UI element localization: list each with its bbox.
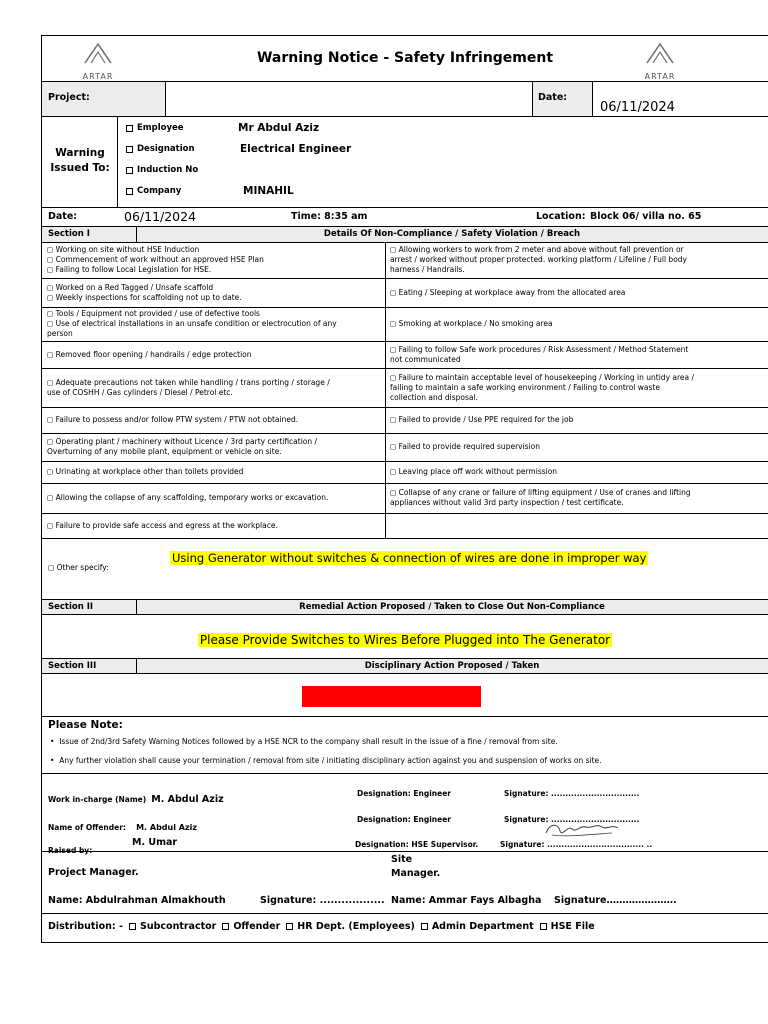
violation-right-4[interactable] xyxy=(390,341,766,368)
other-specify-value[interactable] xyxy=(170,551,648,565)
disciplinary-action-redacted xyxy=(302,686,481,707)
violation-line: ◻ Leaving place off work without permission xyxy=(390,467,558,476)
distribution-admin[interactable] xyxy=(421,921,534,932)
logo-text: ARTAR xyxy=(644,72,676,81)
designation-checkbox[interactable] xyxy=(126,144,195,154)
violation-line: ◻ Failure to provide safe access and egress at the workplace. xyxy=(47,520,278,530)
induction-checkbox[interactable] xyxy=(126,165,198,175)
violation-line: ◻ Failing to follow Local Legislation for HSE. xyxy=(47,265,212,274)
distribution-subcontractor[interactable] xyxy=(129,921,216,932)
violation-line: ◻ Urinating at workplace other than toilets provided xyxy=(47,467,244,476)
project-manager-label: Project Manager. xyxy=(48,867,139,878)
distribution-label-offender: Offender xyxy=(233,921,281,932)
violation-left-5[interactable] xyxy=(47,368,383,407)
checkbox-icon xyxy=(421,923,428,930)
designation-2: Designation: Engineer xyxy=(357,815,451,824)
checkbox-icon xyxy=(129,923,136,930)
violation-text xyxy=(47,350,252,360)
company-value[interactable]: MINAHIL xyxy=(243,185,294,197)
violation-right-2[interactable] xyxy=(390,278,766,307)
violation-line: use of COSHH / Gas cylinders / Diesel / Petrol etc. xyxy=(47,387,233,397)
project-label: Project: xyxy=(48,92,90,103)
section3-label: Section III xyxy=(48,661,97,671)
distribution-hr[interactable] xyxy=(286,921,415,932)
violation-left-9[interactable] xyxy=(47,483,383,513)
violation-line: ◻ Allowing the collapse of any scaffolding, temporary works or excavation. xyxy=(47,493,329,502)
checkbox-icon xyxy=(540,923,547,930)
distribution-label-hse-file: HSE File xyxy=(550,921,595,932)
distribution-list xyxy=(129,921,595,932)
note-item-2-text: Any further violation shall cause your termination / removal from site / initiating disciplinary action against you and suspension of works on site. xyxy=(59,756,602,765)
project-manager-name[interactable]: Name: Abdulrahman Almakhouth xyxy=(48,895,226,906)
distribution-label-admin: Admin Department xyxy=(431,921,534,932)
violation-line: ◻ Failing to follow Safe work procedures / Risk Assessment / Method Statement xyxy=(390,344,689,354)
violation-left-1[interactable] xyxy=(47,242,383,278)
violation-line: ◻ Removed floor opening / handrails / edge protection xyxy=(47,349,252,359)
violation-line: failing to maintain a safe working environment / Failing to control waste xyxy=(390,382,660,392)
employee-label: Employee xyxy=(137,123,184,133)
work-incharge-value[interactable]: M. Abdul Aziz xyxy=(151,794,224,805)
violation-text xyxy=(390,288,625,298)
raised-by-value[interactable]: M. Umar xyxy=(132,837,178,848)
employee-value[interactable]: Mr Abdul Aziz xyxy=(238,122,320,134)
designation-3: Designation: HSE Supervisor. xyxy=(355,840,479,849)
violation-line: ◻ Commencement of work without an approved HSE Plan xyxy=(47,255,264,264)
site-manager-label-1: Site xyxy=(391,854,413,865)
site-manager-signature[interactable]: Signature…………………. xyxy=(554,895,677,906)
violation-line: ◻ Operating plant / machinery without Licence / 3rd party certification / xyxy=(47,437,318,446)
violation-line: harness / Handrails. xyxy=(390,265,465,274)
violation-text xyxy=(47,283,242,303)
company-checkbox[interactable] xyxy=(126,186,181,196)
violation-text xyxy=(390,345,688,365)
note-item-1-text: Issue of 2nd/3rd Safety Warning Notices followed by a HSE NCR to the company shall result in the issue of a fine / removal from site. xyxy=(59,737,558,746)
violation-text xyxy=(47,415,298,425)
artar-logo-icon xyxy=(643,42,677,64)
signature-1[interactable]: Signature: ............................... xyxy=(504,789,640,798)
checkbox-icon xyxy=(126,167,133,174)
violation-text xyxy=(47,437,317,457)
designation-label: Designation xyxy=(137,144,195,154)
form-title: Warning Notice - Safety Infringement xyxy=(256,50,554,66)
work-incharge-row xyxy=(48,787,224,806)
violation-right-9[interactable] xyxy=(390,483,766,513)
checkbox-icon xyxy=(126,188,133,195)
violation-text xyxy=(390,415,573,425)
violation-right-3[interactable] xyxy=(390,307,766,341)
violation-text xyxy=(47,309,337,339)
violation-right-1[interactable] xyxy=(390,242,766,278)
date-value-2[interactable]: 06/11/2024 xyxy=(124,209,197,224)
location-label: Location: xyxy=(536,211,586,222)
offender-value[interactable]: M. Abdul Aziz xyxy=(136,823,197,832)
section1-label: Section I xyxy=(48,229,90,239)
violation-line: appliances without valid 3rd party inspection / test certificate. xyxy=(390,498,624,507)
checkbox-icon xyxy=(126,125,133,132)
violation-line: ◻ Tools / Equipment not provided / use of defective tools xyxy=(47,309,260,318)
violation-right-8[interactable] xyxy=(390,461,766,483)
violation-line: ◻ Eating / Sleeping at workplace away from the allocated area xyxy=(390,287,626,297)
violation-line: ◻ Failure to possess and/or follow PTW system / PTW not obtained. xyxy=(47,415,299,424)
site-manager-label-2: Manager. xyxy=(391,868,441,879)
induction-label: Induction No xyxy=(137,165,199,175)
time-value[interactable]: Time: 8:35 am xyxy=(291,211,368,222)
violation-text xyxy=(47,378,330,398)
distribution-offender[interactable] xyxy=(222,921,280,932)
violation-line: arrest / worked without proper protected. working platform / Lifeline / Full body xyxy=(390,255,687,264)
section2-heading: Remedial Action Proposed / Taken to Close Out Non-Compliance xyxy=(299,602,605,612)
violation-line: ◻ Failure to maintain acceptable level of housekeeping / Working in untidy area / xyxy=(390,372,695,382)
warning-issued-to-label: Warning Issued To: xyxy=(50,147,110,174)
checkbox-icon xyxy=(222,923,229,930)
raised-by-label: Raised by: xyxy=(48,846,93,855)
violation-line: ◻ Failed to provide / Use PPE required for the job xyxy=(390,415,574,424)
violation-line: not communicated xyxy=(390,354,461,364)
warning-notice-form xyxy=(41,35,768,943)
checkbox-icon xyxy=(286,923,293,930)
project-manager-signature[interactable]: Signature: .................. xyxy=(260,895,385,906)
violation-line: ◻ Weekly inspections for scaffolding not up to date. xyxy=(47,292,242,302)
violation-right-6[interactable] xyxy=(390,407,766,433)
designation-1: Designation: Engineer xyxy=(357,789,451,798)
note-heading: Please Note: xyxy=(48,719,123,731)
violation-left-2[interactable] xyxy=(47,278,383,307)
signature-3[interactable]: Signature: .................................. .. xyxy=(500,840,653,849)
violation-line: ◻ Allowing workers to work from 2 meter and above without fall prevention or xyxy=(390,245,684,254)
violation-text xyxy=(390,467,557,477)
violation-left-4[interactable] xyxy=(47,341,383,368)
signature-2[interactable]: Signature: ............................... xyxy=(504,815,640,824)
violation-line: ◻ Use of electrical installations in an unsafe condition or electrocution of any xyxy=(47,319,337,328)
other-specify-label: ◻ Other specify: xyxy=(48,563,109,572)
violation-text xyxy=(47,467,243,477)
violation-text xyxy=(390,245,687,275)
section1-heading: Details Of Non-Compliance / Safety Violation / Breach xyxy=(323,229,581,239)
violation-line: ◻ Worked on a Red Tagged / Unsafe scaffold xyxy=(47,282,214,292)
logo-text: ARTAR xyxy=(82,72,114,81)
site-manager-label xyxy=(391,853,440,881)
designation-value[interactable]: Electrical Engineer xyxy=(240,143,352,155)
date-label-2: Date: xyxy=(48,211,78,222)
company-label: Company xyxy=(137,186,182,196)
checkbox-icon xyxy=(126,146,133,153)
site-manager-name[interactable]: Name: Ammar Fays Albagha xyxy=(391,895,542,906)
violation-text xyxy=(47,245,264,275)
violation-left-8[interactable] xyxy=(47,461,383,483)
violation-left-7[interactable] xyxy=(47,433,383,461)
violation-line: ◻ Adequate precautions not taken while handling / trans porting / storage / xyxy=(47,377,330,387)
violation-line: ◻ Collapse of any crane or failure of lifting equipment / Use of cranes and lifting xyxy=(390,488,691,497)
violation-text xyxy=(390,488,691,508)
artar-logo-right xyxy=(630,42,690,82)
section2-label: Section II xyxy=(48,602,94,612)
violation-left-10[interactable] xyxy=(47,513,383,538)
distribution-label-hr: HR Dept. (Employees) xyxy=(297,921,415,932)
violation-text xyxy=(390,373,694,403)
violation-right-10[interactable] xyxy=(390,513,766,538)
violation-line: collection and disposal. xyxy=(390,392,478,402)
violation-line: ◻ Smoking at workplace / No smoking area xyxy=(390,319,553,328)
violation-left-6[interactable] xyxy=(47,407,383,433)
violation-text xyxy=(47,521,278,531)
other-specify-text: Using Generator without switches & connection of wires are done in improper way xyxy=(172,551,647,565)
distribution-label-subcontractor: Subcontractor xyxy=(140,921,217,932)
violation-text xyxy=(390,319,553,329)
violation-left-3[interactable] xyxy=(47,307,383,341)
remedial-action-value[interactable] xyxy=(42,633,768,647)
date-label: Date: xyxy=(538,92,568,103)
violation-right-7[interactable] xyxy=(390,433,766,461)
distribution-hse-file[interactable] xyxy=(540,921,595,932)
violation-text xyxy=(390,442,540,452)
violation-line: ◻ Working on site without HSE Induction xyxy=(47,245,200,254)
offender-label: Name of Offender: xyxy=(48,823,126,832)
raised-by-row xyxy=(48,838,92,857)
handwritten-signature xyxy=(542,819,622,841)
section3-heading: Disciplinary Action Proposed / Taken xyxy=(364,661,540,671)
violation-line: person xyxy=(47,329,73,338)
violation-line: ◻ Failed to provide required supervision xyxy=(390,442,541,451)
violation-text xyxy=(47,493,328,503)
note-item-1: • Issue of 2nd/3rd Safety Warning Notices followed by a HSE NCR to the company shall result in the issue of a fine / removal from site. xyxy=(50,737,558,746)
location-value[interactable]: Block 06/ villa no. 65 xyxy=(590,211,702,222)
offender-row xyxy=(48,815,197,834)
violation-line: Overturning of any mobile plant, equipment or vehicle on site. xyxy=(47,447,282,456)
work-incharge-label: Work in-charge (Name) xyxy=(48,795,147,804)
employee-checkbox[interactable] xyxy=(126,123,184,133)
distribution-label: Distribution: - xyxy=(48,921,123,932)
remedial-action-text: Please Provide Switches to Wires Before Plugged into The Generator xyxy=(199,633,611,647)
date-value[interactable]: 06/11/2024 xyxy=(600,100,675,115)
violation-right-5[interactable] xyxy=(390,368,766,407)
note-item-2: • Any further violation shall cause your termination / removal from site / initiating disciplinary action against you and suspension of works on site. xyxy=(50,756,602,765)
